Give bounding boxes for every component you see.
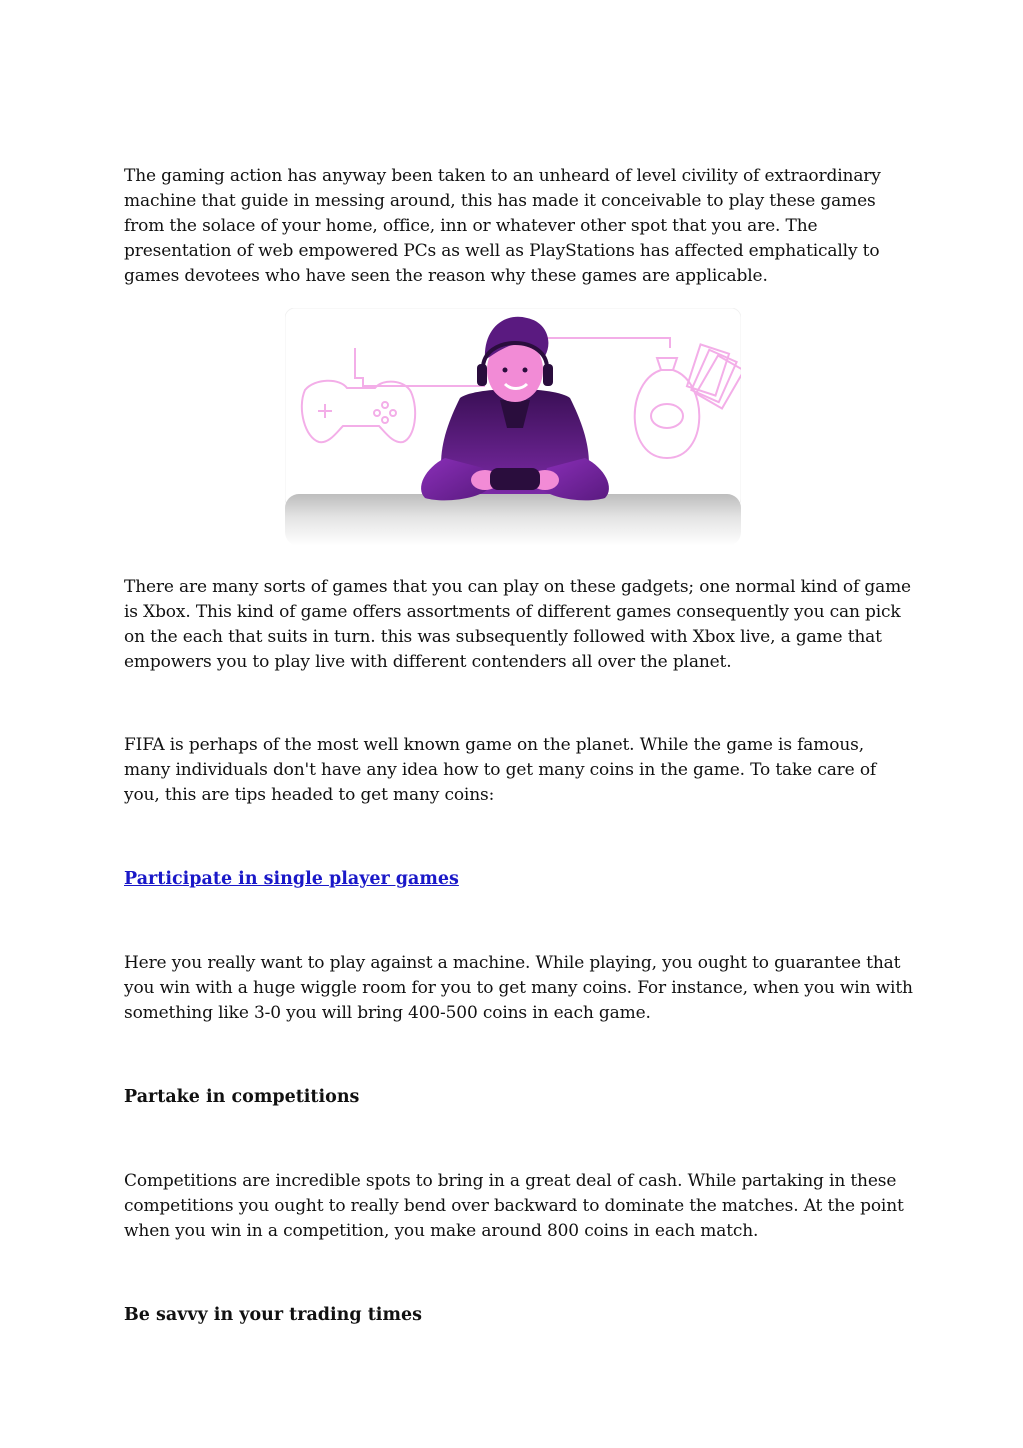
- competitions-paragraph: Competitions are incredible spots to bring in a great deal of cash. While partaking in these competitions you ought to really bend over backward to dominate the matches. At the point when you win in a competition, you make around 800 coins in each match.: [124, 1171, 904, 1241]
- gamer-illustration: [285, 308, 741, 546]
- xbox-paragraph: There are many sorts of games that you can play on these gadgets; one normal kind of game is Xbox. This kind of game offers assortments of different games consequently you can pick on the each that suits in turn. this was subsequently followed with Xbox live, a game that empowers you to play live with different contenders all over the planet.: [124, 577, 911, 672]
- fifa-paragraph: FIFA is perhaps of the most well known game on the planet. While the game is famous, many individuals don't have any idea how to get many coins in the game. To take care of you, this are tips headed to get many coins:: [124, 735, 877, 805]
- single-player-paragraph: Here you really want to play against a machine. While playing, you ought to guarantee that you win with a huge wiggle room for you to get many coins. For instance, when you win with something like 3-0 you will bring 400-500 coins in each game.: [124, 953, 913, 1023]
- gamer-illustration-graphic: [285, 308, 741, 546]
- competitions-heading: Partake in competitions: [124, 1087, 360, 1107]
- single-player-link[interactable]: Participate in single player games: [124, 869, 459, 889]
- document-body: [124, 164, 914, 1328]
- intro-paragraph: The gaming action has anyway been taken to an unheard of level civility of extraordinary machine that guide in messing around, this has made it conceivable to play these games from the solace of your home, office, inn or whatever other spot that you are. The presentation of web empowered PCs as well as PlayStations has affected emphatically to games devotees who have seen the reason why these games are applicable.: [124, 166, 881, 286]
- trading-heading: Be savvy in your trading times: [124, 1305, 422, 1325]
- single-player-heading: [124, 867, 914, 892]
